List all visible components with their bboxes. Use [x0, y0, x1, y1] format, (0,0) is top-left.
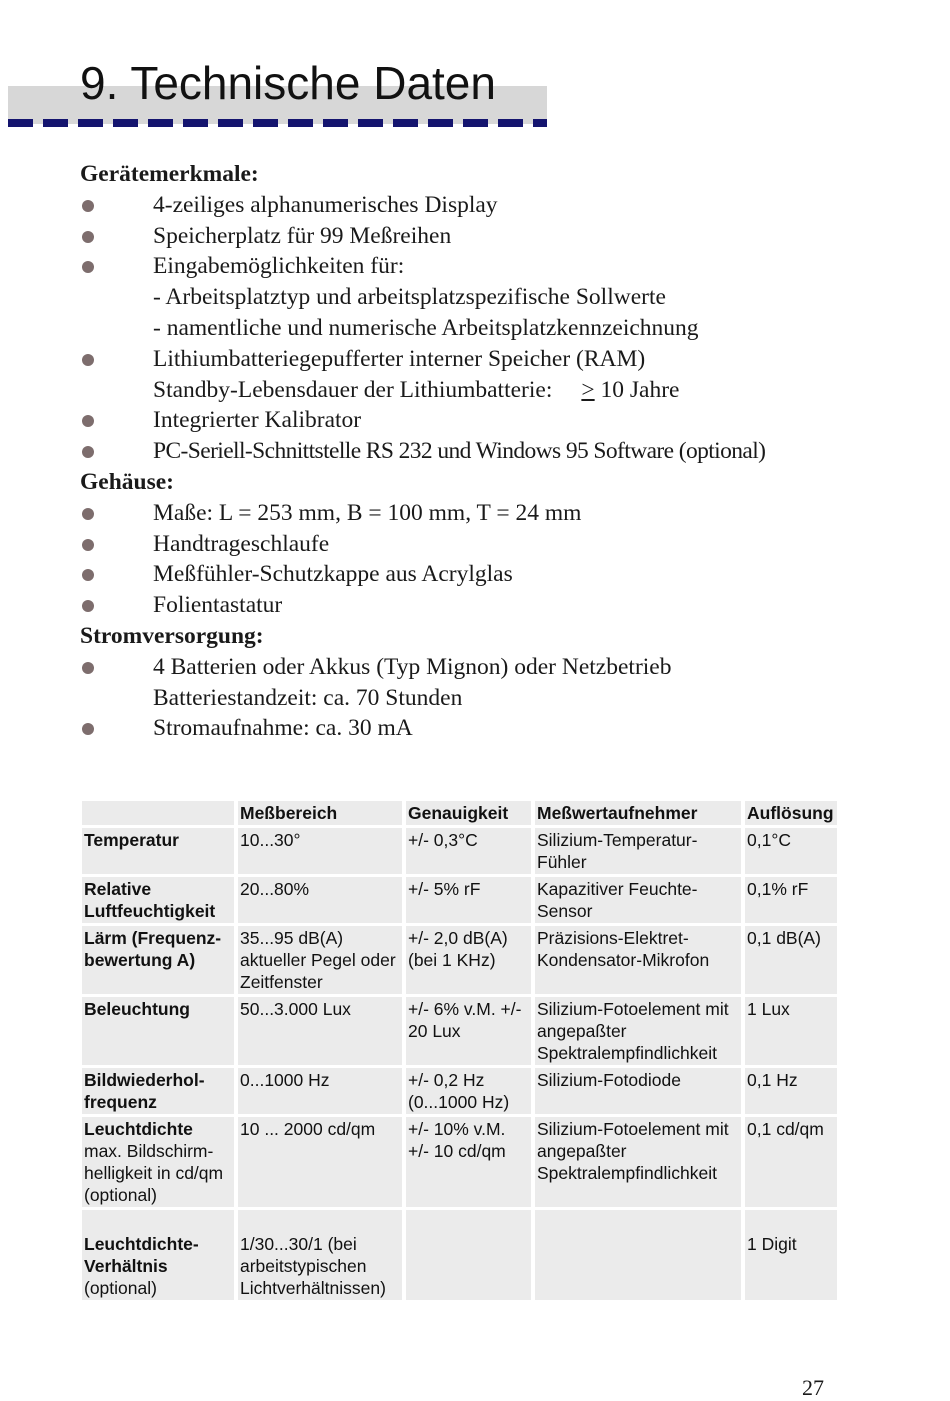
spec-item: [80, 251, 880, 282]
spec-item-text: 4 Batterien oder Akkus (Typ Mignon) oder Netzbetrieb: [153, 653, 672, 680]
row-label: [82, 1117, 234, 1207]
accuracy-cell: +/- 0,2 Hz (0...1000 Hz): [406, 1068, 531, 1114]
section-title-housing: Gehäuse:: [80, 468, 174, 495]
spec-item: [80, 498, 880, 529]
spec-item-text: Folientastatur: [153, 592, 283, 619]
spec-item: [80, 190, 880, 221]
spec-item-text: PC-Seriell-Schnittstelle RS 232 und Windows 95 Software (optional): [153, 438, 766, 465]
sensor-cell: Präzisions-Elektret-Kondensator-Mikrofon: [535, 926, 741, 994]
row-label-title: Leuchtdichte-Verhältnis: [84, 1234, 199, 1276]
spec-item: [80, 590, 880, 621]
range-cell: 0...1000 Hz: [238, 1068, 402, 1114]
measurement-table: [78, 798, 841, 1303]
spec-subitem: [80, 313, 880, 344]
table-row: [82, 997, 837, 1065]
bullet-icon: [82, 539, 94, 551]
spec-subitem-text: Batteriestandzeit: ca. 70 Stunden: [153, 684, 463, 711]
specs-list: [80, 159, 880, 744]
accuracy-cell: [406, 1210, 531, 1300]
spec-item-text: Lithiumbatteriegepufferter interner Speicher (RAM): [153, 345, 646, 372]
resolution-cell: 1 Lux: [745, 997, 837, 1065]
heading-dashed-rule: [8, 119, 547, 127]
resolution-cell: 0,1% rF: [745, 877, 837, 923]
greater-equal-symbol: >: [581, 376, 595, 403]
sensor-cell: [535, 1210, 741, 1300]
resolution-cell: 0,1 dB(A): [745, 926, 837, 994]
sensor-cell: Silizium-Fotoelement mit angepaßter Spektralempfindlichkeit: [535, 997, 741, 1065]
row-label: Temperatur: [82, 828, 234, 874]
table-row: [82, 926, 837, 994]
page-heading: [0, 0, 950, 140]
row-label-note: (optional): [84, 1278, 157, 1298]
table-header-row: [82, 801, 837, 825]
resolution-cell: 0,1°C: [745, 828, 837, 874]
spec-subitem-text: - namentliche und numerische Arbeitsplatzkennzeichnung: [153, 314, 699, 341]
spec-item: [80, 436, 880, 467]
table-row: [82, 877, 837, 923]
spec-subitem: [80, 683, 880, 714]
row-label: [82, 1210, 234, 1300]
column-header: Meßwertaufnehmer: [535, 801, 741, 825]
column-header: Meßbereich: [238, 801, 402, 825]
spec-item-text: Maße: L = 253 mm, B = 100 mm, T = 24 mm: [153, 499, 582, 526]
spec-subitem: [80, 375, 880, 406]
row-label: Lärm (Frequenz-bewertung A): [82, 926, 234, 994]
range-cell: 10 ... 2000 cd/qm: [238, 1117, 402, 1207]
row-label-title: Leuchtdichte: [84, 1119, 193, 1139]
spec-item-text: Speicherplatz für 99 Meßreihen: [153, 222, 452, 249]
accuracy-cell: +/- 0,3°C: [406, 828, 531, 874]
spec-item: [80, 713, 880, 744]
table-row: [82, 1117, 837, 1207]
bullet-icon: [82, 261, 94, 273]
range-cell: 1/30...30/1 (bei arbeitstypischen Lichtverhältnissen): [238, 1210, 402, 1300]
row-label: Bildwiederhol-frequenz: [82, 1068, 234, 1114]
table-row: [82, 828, 837, 874]
range-cell: 50...3.000 Lux: [238, 997, 402, 1065]
table-row: [82, 1210, 837, 1300]
spec-item-text: Eingabemöglichkeiten für:: [153, 253, 405, 280]
bullet-icon: [82, 415, 94, 427]
section-title-device-features: Gerätemerkmale:: [80, 161, 259, 187]
section-title-power-supply: Stromversorgung:: [80, 622, 264, 649]
accuracy-cell: +/- 2,0 dB(A) (bei 1 KHz): [406, 926, 531, 994]
spec-item: [80, 559, 880, 590]
spec-item-text: Integrierter Kalibrator: [153, 407, 362, 434]
bullet-icon: [82, 354, 94, 366]
bullet-icon: [82, 508, 94, 520]
spec-item-text: 4-zeiliges alphanumerisches Display: [153, 191, 498, 218]
column-header: Genauigkeit: [406, 801, 531, 825]
bullet-icon: [82, 662, 94, 674]
sensor-cell: Silizium-Fotoelement mit angepaßter Spektralempfindlichkeit: [535, 1117, 741, 1207]
spec-item: [80, 529, 880, 560]
bullet-icon: [82, 200, 94, 212]
accuracy-cell: +/- 10% v.M. +/- 10 cd/qm: [406, 1117, 531, 1207]
bullet-icon: [82, 600, 94, 612]
bullet-icon: [82, 446, 94, 458]
sensor-cell: Kapazitiver Feuchte-Sensor: [535, 877, 741, 923]
row-label: Beleuchtung: [82, 997, 234, 1065]
spec-item: [80, 344, 880, 375]
column-header: Auflösung: [745, 801, 837, 825]
range-cell: 20...80%: [238, 877, 402, 923]
spec-subitem-text: - Arbeitsplatztyp und arbeitsplatzspezifische Sollwerte: [153, 284, 666, 311]
resolution-cell: 0,1 cd/qm: [745, 1117, 837, 1207]
sensor-cell: Silizium-Temperatur-Fühler: [535, 828, 741, 874]
accuracy-cell: +/- 6% v.M. +/- 20 Lux: [406, 997, 531, 1065]
spec-item-text: Meßfühler-Schutzkappe aus Acrylglas: [153, 561, 513, 588]
page-number: 27: [802, 1375, 824, 1400]
range-cell: 35...95 dB(A) aktueller Pegel oder Zeitfenster: [238, 926, 402, 994]
battery-life-label: Standby-Lebensdauer der Lithiumbatterie:: [153, 376, 553, 403]
range-cell: 10...30°: [238, 828, 402, 874]
resolution-cell: 1 Digit: [745, 1210, 837, 1300]
battery-life-value: 10 Jahre: [594, 376, 680, 403]
spec-item-text: Handtrageschlaufe: [153, 530, 330, 557]
table-row: [82, 1068, 837, 1114]
spec-subitem: [80, 282, 880, 313]
spec-item: [80, 221, 880, 252]
bullet-icon: [82, 723, 94, 735]
spec-item: [80, 405, 880, 436]
resolution-cell: 0,1 Hz: [745, 1068, 837, 1114]
accuracy-cell: +/- 5% rF: [406, 877, 531, 923]
spec-item: [80, 652, 880, 683]
page-title: 9. Technische Daten: [80, 57, 496, 109]
row-label: Relative Luftfeuchtigkeit: [82, 877, 234, 923]
row-label-note: max. Bildschirm-helligkeit in cd/qm (optional): [84, 1141, 224, 1205]
column-header: [82, 801, 234, 825]
bullet-icon: [82, 231, 94, 243]
spec-item-text: Stromaufnahme: ca. 30 mA: [153, 715, 413, 742]
bullet-icon: [82, 569, 94, 581]
sensor-cell: Silizium-Fotodiode: [535, 1068, 741, 1114]
